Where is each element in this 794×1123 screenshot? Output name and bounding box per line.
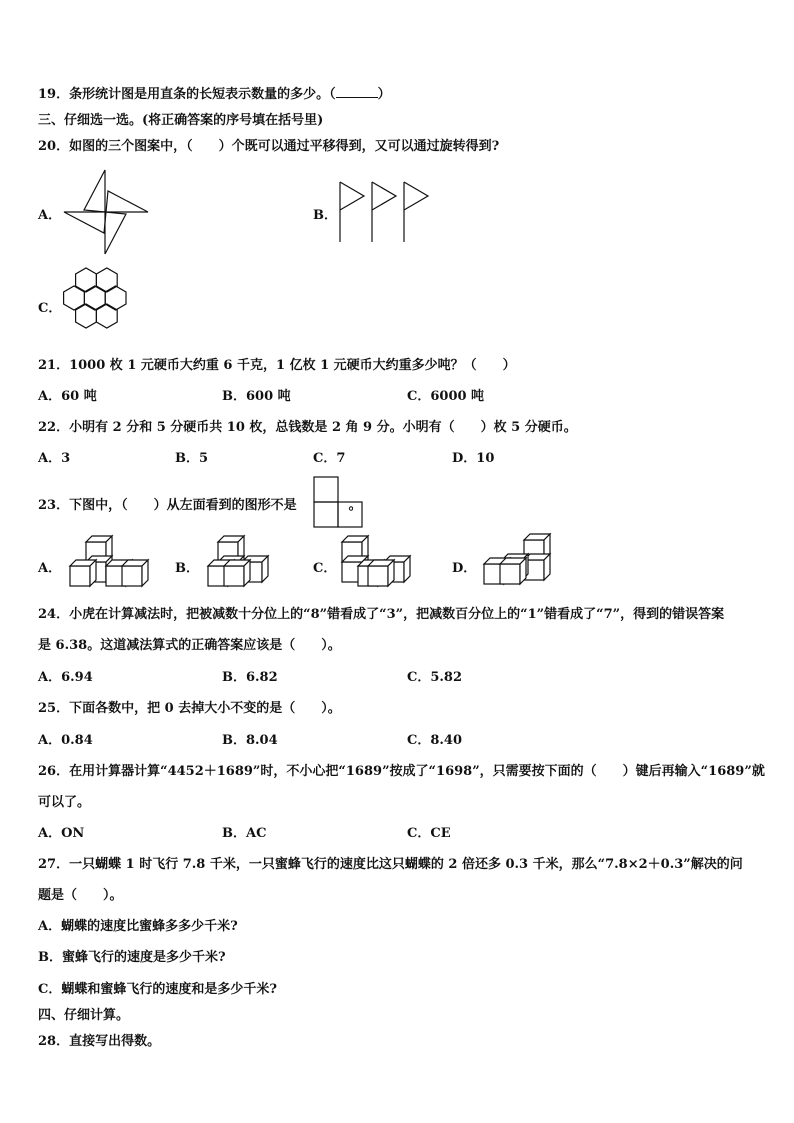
q20-option-a-label: A． xyxy=(38,208,62,223)
view-square-bottom-left xyxy=(314,502,338,527)
q26-option-c[interactable]: C．CE xyxy=(407,826,451,841)
question-19 xyxy=(38,83,391,102)
q21-option-b[interactable]: B．600 吨 xyxy=(222,389,291,404)
cube-stack-d xyxy=(480,532,560,592)
question-23-end: 。 xyxy=(348,498,362,513)
q27-option-b[interactable]: B．蜜蜂飞行的速度是多少千米? xyxy=(38,950,226,965)
q23-option-a-label[interactable]: A． xyxy=(38,561,62,576)
cube-5 xyxy=(122,560,148,586)
view-square-top xyxy=(314,477,338,502)
q22-option-c[interactable]: C．7 xyxy=(313,451,346,466)
hexagon-figure xyxy=(62,266,138,344)
q26-option-a[interactable]: A．ON xyxy=(38,826,85,841)
q24-option-c[interactable]: C．5.82 xyxy=(407,670,463,685)
flag-3 xyxy=(404,182,428,210)
question-28-stem: 28．直接写出得数。 xyxy=(38,1034,161,1049)
question-24-line-1: 24．小虎在计算减法时，把被减数十分位上的“8”错看成了“3”，把减数百分位上的“1”错看成了“7”，得到的错误答案 xyxy=(38,607,725,622)
pinwheel-blade-bottom xyxy=(105,212,126,254)
q26-option-b[interactable]: B．AC xyxy=(222,826,267,841)
question-21-stem: 21．1000 枚 1 元硬币大约重 6 千克，1 亿枚 1 元硬币大约重多少吨？（ ） xyxy=(38,358,516,373)
cube-5 xyxy=(368,560,394,586)
q25-option-c[interactable]: C．8.40 xyxy=(407,733,463,748)
q20-option-b-label: B． xyxy=(313,208,337,223)
q22-option-d[interactable]: D．10 xyxy=(452,451,495,466)
q27-option-c[interactable]: C．蝴蝶和蜜蜂飞行的速度和是多少千米? xyxy=(38,982,277,997)
cube-5 xyxy=(500,558,526,584)
flag-1 xyxy=(340,182,364,210)
answer-blank[interactable] xyxy=(336,85,378,98)
pinwheel-figure xyxy=(62,168,152,258)
q21-option-c[interactable]: C．6000 吨 xyxy=(407,389,485,404)
q27-option-a[interactable]: A．蝴蝶的速度比蜜蜂多多少千米? xyxy=(38,919,238,934)
question-19-close: ） xyxy=(377,87,391,102)
question-23-text: 23．下图中，（ ）从左面看到的图形不是 xyxy=(38,498,297,513)
q22-option-b[interactable]: B．5 xyxy=(175,451,209,466)
q23-option-d-label[interactable]: D． xyxy=(452,561,477,576)
view-square-bottom-right xyxy=(338,502,362,527)
question-24-line-2: 是 6.38。这道减法算式的正确答案应该是（ ）。 xyxy=(38,638,341,653)
q24-option-a[interactable]: A．6.94 xyxy=(38,670,93,685)
question-27-line-1: 27．一只蝴蝶 1 时飞行 7.8 千米，一只蜜蜂飞行的速度比这只蝴蝶的 2 倍还多 0.3 千米，那么“7.8×2＋0.3”解决的问 xyxy=(38,857,743,872)
hexagon-cell-6 xyxy=(76,304,97,328)
cube-5 xyxy=(224,560,250,586)
cube-stack-b xyxy=(204,536,284,592)
question-25-stem: 25．下面各数中，把 0 去掉大小不变的是（ ）。 xyxy=(38,701,341,716)
q20-option-c-label: C． xyxy=(38,301,62,316)
q25-option-b[interactable]: B．8.04 xyxy=(222,733,278,748)
section-4-heading: 四、仔细计算。 xyxy=(38,1008,130,1023)
q24-option-b[interactable]: B．6.82 xyxy=(222,670,278,685)
pinwheel-blade-top xyxy=(84,170,105,212)
flag-2 xyxy=(372,182,396,210)
q22-option-a[interactable]: A．3 xyxy=(38,451,71,466)
question-27-line-2: 题是（ ）。 xyxy=(38,888,123,903)
flags-figure xyxy=(338,180,430,244)
question-20-stem: 20．如图的三个图案中，（ ）个既可以通过平移得到，又可以通过旋转得到? xyxy=(38,139,500,154)
pinwheel-blade-right xyxy=(106,191,148,212)
cube-stack-c xyxy=(338,532,418,592)
cube-stack-a xyxy=(66,536,146,592)
q23-option-c-label[interactable]: C． xyxy=(313,561,337,576)
question-22-stem: 22．小明有 2 分和 5 分硬币共 10 枚，总钱数是 2 角 9 分。小明有（ ）枚 5 分硬币。 xyxy=(38,420,577,435)
section-3-heading: 三、仔细选一选。(将正确答案的序号填在括号里) xyxy=(38,113,324,128)
question-26-line-1: 26．在用计算器计算“4452＋1689”时，不小心把“1689”按成了“1698”，只需要按下面的（ ）键后再输入“1689”就 xyxy=(38,764,765,779)
hexagon-cell-7 xyxy=(96,304,117,328)
q23-option-b-label[interactable]: B． xyxy=(175,561,199,576)
q21-option-a[interactable]: A．60 吨 xyxy=(38,389,97,404)
question-19-text: 19．条形统计图是用直条的长短表示数量的多少。（ xyxy=(38,87,336,102)
question-26-line-2: 可以了。 xyxy=(38,795,91,810)
left-view-shape xyxy=(313,476,365,530)
cube-3 xyxy=(70,560,96,586)
hexagon-cell-5 xyxy=(105,286,126,310)
q25-option-a[interactable]: A．0.84 xyxy=(38,733,93,748)
pinwheel-blade-left xyxy=(64,212,106,233)
